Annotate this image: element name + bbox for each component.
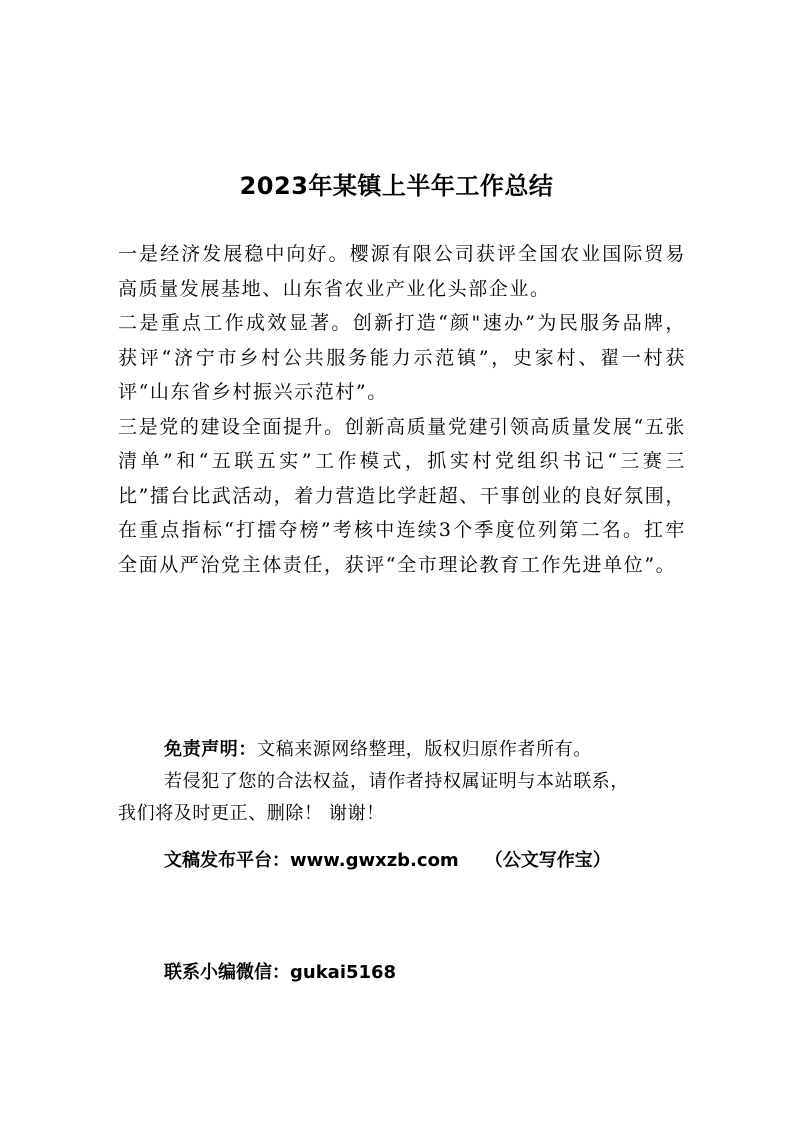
disclaimer-label: 免责声明： [164, 739, 257, 760]
platform-name: （公文写作宝） [484, 850, 611, 871]
disclaimer-block [118, 734, 698, 830]
platform-url-link[interactable]: www.gwxzb.com [290, 850, 459, 871]
paragraph-party-building: 三是党的建设全面提升。创新高质量党建引领高质量发展“五张清单”和“五联五实”工作模式，抓实村党组织书记“三赛三比”擂台比武活动，着力营造比学赶超、干事创业的良好氛围，在重点指标“打擂夺榜”考核中连续3个季度位列第二名。扛牢全面从严治党主体责任，获评“全市理论教育工作先进单位”。 [118, 415, 686, 576]
disclaimer-notice-line-1: 若侵犯了您的合法权益，请作者持权属证明与本站联系， [164, 771, 629, 792]
paragraph-economy: 一是经济发展稳中向好。樱源有限公司获评全国农业国际贸易高质量发展基地、山东省农业产业化头部企业。 [118, 243, 686, 300]
contact-label: 联系小编微信： [164, 962, 290, 983]
platform-label: 文稿发布平台： [164, 850, 290, 871]
contact-wechat-id: gukai5168 [290, 962, 397, 983]
disclaimer-line [118, 734, 698, 766]
platform-line [164, 845, 611, 877]
document-body [118, 237, 686, 582]
disclaimer-notice-line-2: 我们将及时更正、删除！ 谢谢！ [118, 803, 385, 824]
contact-line [164, 957, 396, 989]
paragraph-key-work: 二是重点工作成效显著。创新打造“颜"速办”为民服务品牌，获评“济宁市乡村公共服务能力示范镇”，史家村、翟一村获评“山东省乡村振兴示范村”。 [118, 312, 686, 403]
document-title: 2023年某镇上半年工作总结 [239, 172, 554, 200]
disclaimer-text: 文稿来源网络整理，版权归原作者所有。 [257, 739, 592, 760]
